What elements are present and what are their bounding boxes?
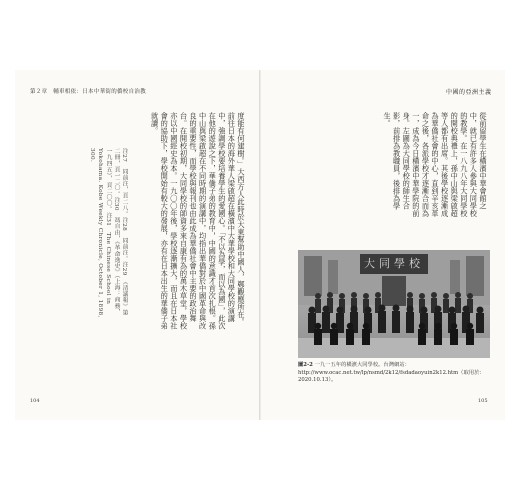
book-gutter <box>259 70 261 420</box>
left-notes-text: 注27 同前注，頁二八。注28 同前注。注29 《清議報》第二冊，頁一二〇。注30 馮自由，《革命逸史》（上海：商務，一九四五），頁二〇〇。注31 The Chinese School in Yokohama. Kobe Weekly Chronicle, October 1, 1898, 300. <box>89 148 127 318</box>
left-running-head: 第２章 輔車相依：日本中華街的僑校自治教 <box>30 89 147 95</box>
figure-caption-label: 圖2-2 <box>298 362 313 368</box>
right-body-text: 從前留學生在橫濱中華會館之中，就已有許多人參與大同學校的教學。在一八九八年大同學校的開校典禮上，孫中山與梁啟超等人都有出席。其後學校逐漸成為華僑社會的中心，直到辛亥革命之後，各派學校才逐漸合而為一，成為今日橫濱中華學院的前身。左圖為大同學校的師生合影，前排為教職員，後排為學生。 <box>383 112 488 217</box>
right-page-number: 105 <box>478 398 488 404</box>
photo-plaque-text: 大同學校 <box>364 257 424 270</box>
historical-photo <box>298 250 490 358</box>
figure-caption <box>298 362 490 385</box>
figure-caption-text: 一九一五年的橫濱大同學校。台灣網站：http://www.ocac.net.tw/lp/nsmd/2k12/fsdadaoyuin2k12.htm（取用於：2020.10.13）。 <box>298 362 485 384</box>
left-page-number: 104 <box>30 398 40 404</box>
right-running-head: 中國的亞洲主義 <box>446 89 492 96</box>
left-body-text: 度能有何建樹。」大西方人此時於大東幫助中國人，鄭觀應所在。前往日本的海外華人梁啟超在橫濱中大華學校和大同學校的演講中，強調學校要培養學生的愛國心。「不以為學，而以為國」，此次在他的遊說之下，華僑子弟的教育中，中國的意識才首次扎根。孫中山與梁啟超在不同時期的演講中，均指出華僑對於中國革命與改良的重要性，而學校與報刊也由此成為華僑社會中主要的政治舞台。在開校初期，大同學校的師資多來自康有為的萬木草堂，學校亦以中國經史為本。一九〇〇年後，學校逐漸擴大，而且在日本社會的協助下，學校開始有較大的發展，亦有在日本出生的華僑子弟就讀。 <box>150 112 246 330</box>
